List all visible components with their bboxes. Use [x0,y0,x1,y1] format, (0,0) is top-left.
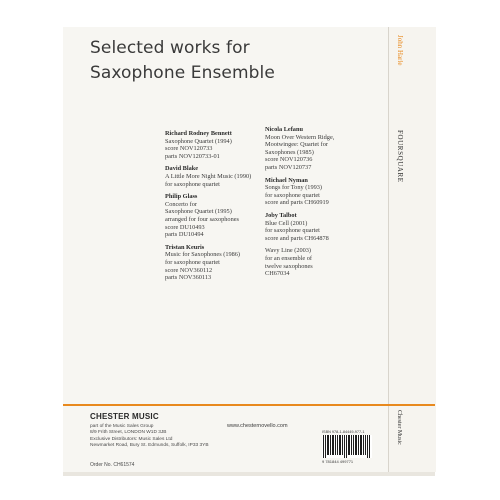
work-line: CH67034 [265,270,290,278]
address-line: 8/9 Frith Street, LONDON W1D 3JB [90,430,167,436]
publisher-address [90,424,209,449]
works-list-right [265,126,380,283]
work-line: arranged for four saxophones [165,215,239,223]
work-line: score NOV360112 [165,266,213,274]
address-line: Exclusive Distributors: Music Sales Ltd [90,436,173,442]
work-line: Moon Over Western Ridge, [265,133,335,141]
work-line: for an ensemble of [265,254,313,262]
work-line: for saxophone quartet [265,191,320,199]
composer-name: Michael Nyman [265,176,308,184]
work-line: parts NOV360113 [165,274,212,282]
composer-name: Philip Glass [165,193,198,201]
spine-series-title: FOURSQUARE [396,130,404,183]
composer-name: Tristan Keuris [165,243,205,251]
work-entry [165,165,277,188]
work-line: twelve saxophones [265,262,313,270]
page-title [90,36,275,86]
composer-name: Richard Rodney Bennett [165,130,232,137]
work-line: Concerto for [165,200,197,208]
work-line: Saxophones (1985) [265,148,314,156]
composer-name: Joby Talbot [265,211,297,219]
work-entry [265,177,380,207]
work-line: score NOV120733 [165,145,213,153]
work-line: score NOV120736 [265,156,313,164]
work-entry [265,212,380,242]
website-link[interactable]: www.chesternovello.com [227,423,288,429]
works-list-left [165,130,277,287]
work-line: Songs for Tony (1993) [265,184,322,192]
work-entry [265,126,380,172]
order-number: Order No. CH61574 [90,462,135,468]
work-entry [165,193,277,239]
work-line: A Little More Night Music (1990) [165,172,252,180]
work-line: parts NOV120737 [265,163,312,171]
divider [63,404,435,406]
address-line: part of the Music Sales Group [90,424,154,429]
work-line: Saxophone Quartet (1994) [165,137,232,145]
title-line-2: Saxophone Ensemble [90,63,275,83]
address-line: Newmarket Road, Bury St. Edmunds, Suffolk, IP33 3YB [90,442,209,448]
work-line: for saxophone quartet [165,180,220,188]
work-line: score and parts CH64878 [265,234,329,242]
composer-name: Nicola Lefanu [265,126,303,133]
work-entry [165,130,277,160]
isbn-text: ISBN 978-1-84449-977-1 [322,430,365,434]
work-line: parts DU10494 [165,231,204,239]
title-line-1: Selected works for [90,38,250,58]
work-line: Saxophone Quartet (1995) [165,208,232,216]
work-line: parts NOV120733-01 [165,152,220,160]
work-entry [165,244,277,282]
work-line: score and parts CH60919 [265,199,329,207]
work-entry [265,247,380,277]
spine-publisher: Chester Music [396,410,402,445]
barcode-icon [322,435,372,458]
work-line: Blue Cell (2001) [265,219,308,227]
work-line: score DU10493 [165,223,205,231]
barcode [322,430,372,466]
work-line: Wavy Line (2003) [265,247,312,255]
spine-author: John Harle [396,35,404,66]
publisher-name: CHESTER MUSIC [90,412,159,421]
composer-name: David Blake [165,165,199,173]
work-line: Music for Saxophones (1986) [165,251,241,259]
bottom-edge [63,472,435,476]
work-line: Mootwingee: Quartet for [265,141,328,149]
barcode-number: 9 781844 499771 [322,459,354,464]
work-line: for saxophone quartet [265,227,320,235]
work-line: for saxophone quartet [165,258,220,266]
